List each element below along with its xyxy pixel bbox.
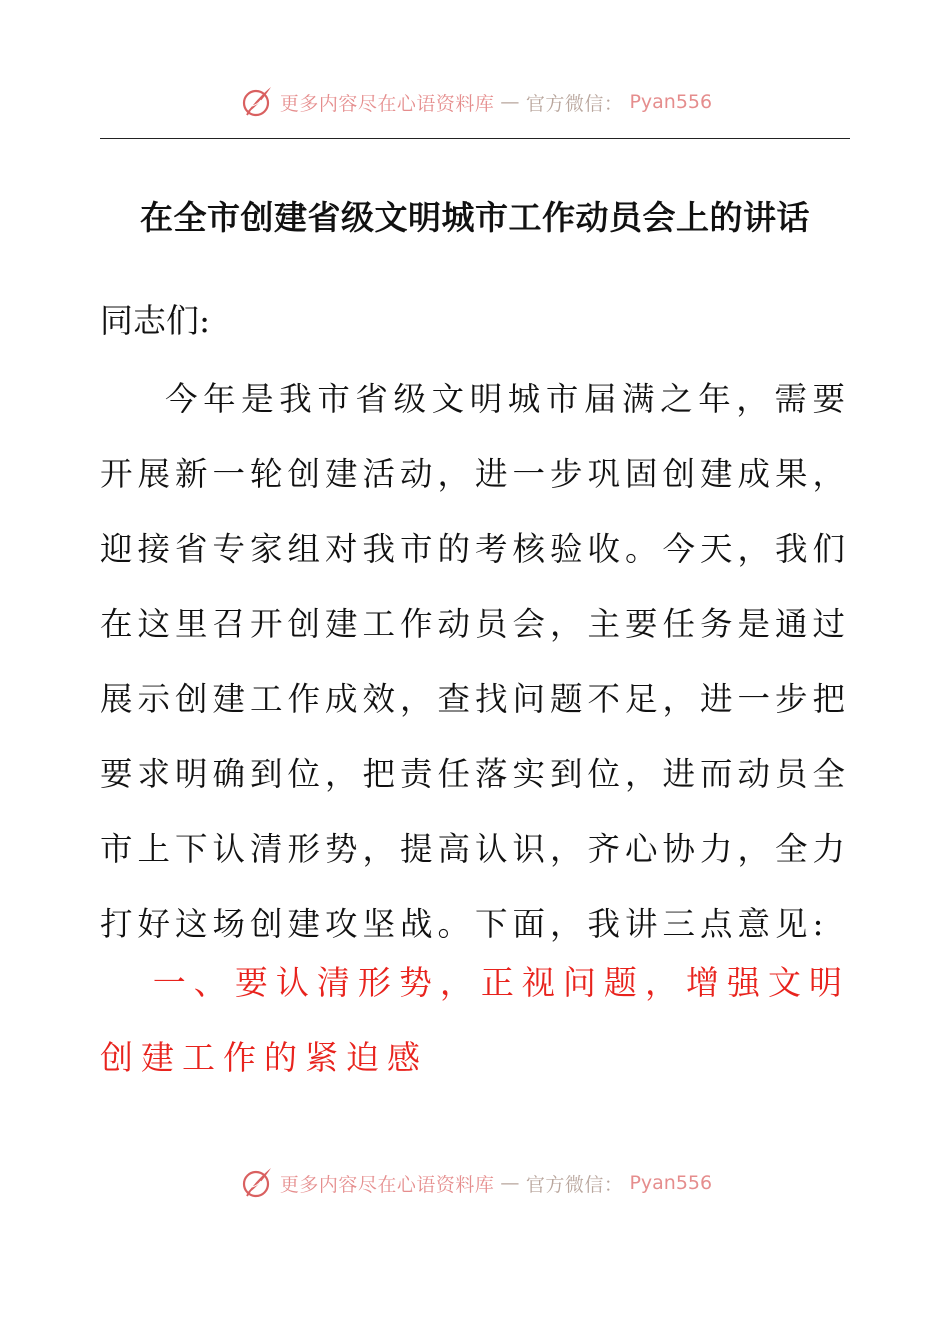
header-banner-content [238,84,712,120]
header-wechat-label: 官方微信： [525,92,624,115]
footer-wechat-id: Pyan556 [629,1172,713,1194]
footer-wechat-label: 官方微信： [525,1173,624,1196]
intro-paragraph: 今年是我市省级文明城市届满之年，需要开展新一轮创建活动，进一步巩固创建成果，迎接省专家组对我市的考核验收。今天，我们在这里召开创建工作动员会，主要任务是通过展示创建工作成效，查找问题不足，进一步把要求明确到位，把责任落实到位，进而动员全市上下认清形势，提高认识，齐心协力，全力打好这场创建攻坚战。下面，我讲三点意见: [100,380,851,943]
footer-promo-text: 更多内容尽在心语资料库 [279,1173,495,1196]
header-promo-text: 更多内容尽在心语资料库 [279,92,495,115]
footer-banner [0,1163,950,1203]
salutation: 同志们: [100,301,211,340]
footer-banner-content [238,1165,712,1201]
header-banner [0,82,950,122]
quill-logo-icon [238,1165,274,1201]
footer-separator: — [500,1172,520,1194]
document-title: 在全市创建省级文明城市工作动员会上的讲话 [140,198,810,237]
header-wechat-id: Pyan556 [629,91,713,113]
header-separator: — [500,91,520,113]
header-divider [100,138,850,139]
section-1-heading: 一、要认清形势，正视问题，增强文明创建工作的紧迫感 [100,963,850,1077]
quill-logo-icon [238,84,274,120]
